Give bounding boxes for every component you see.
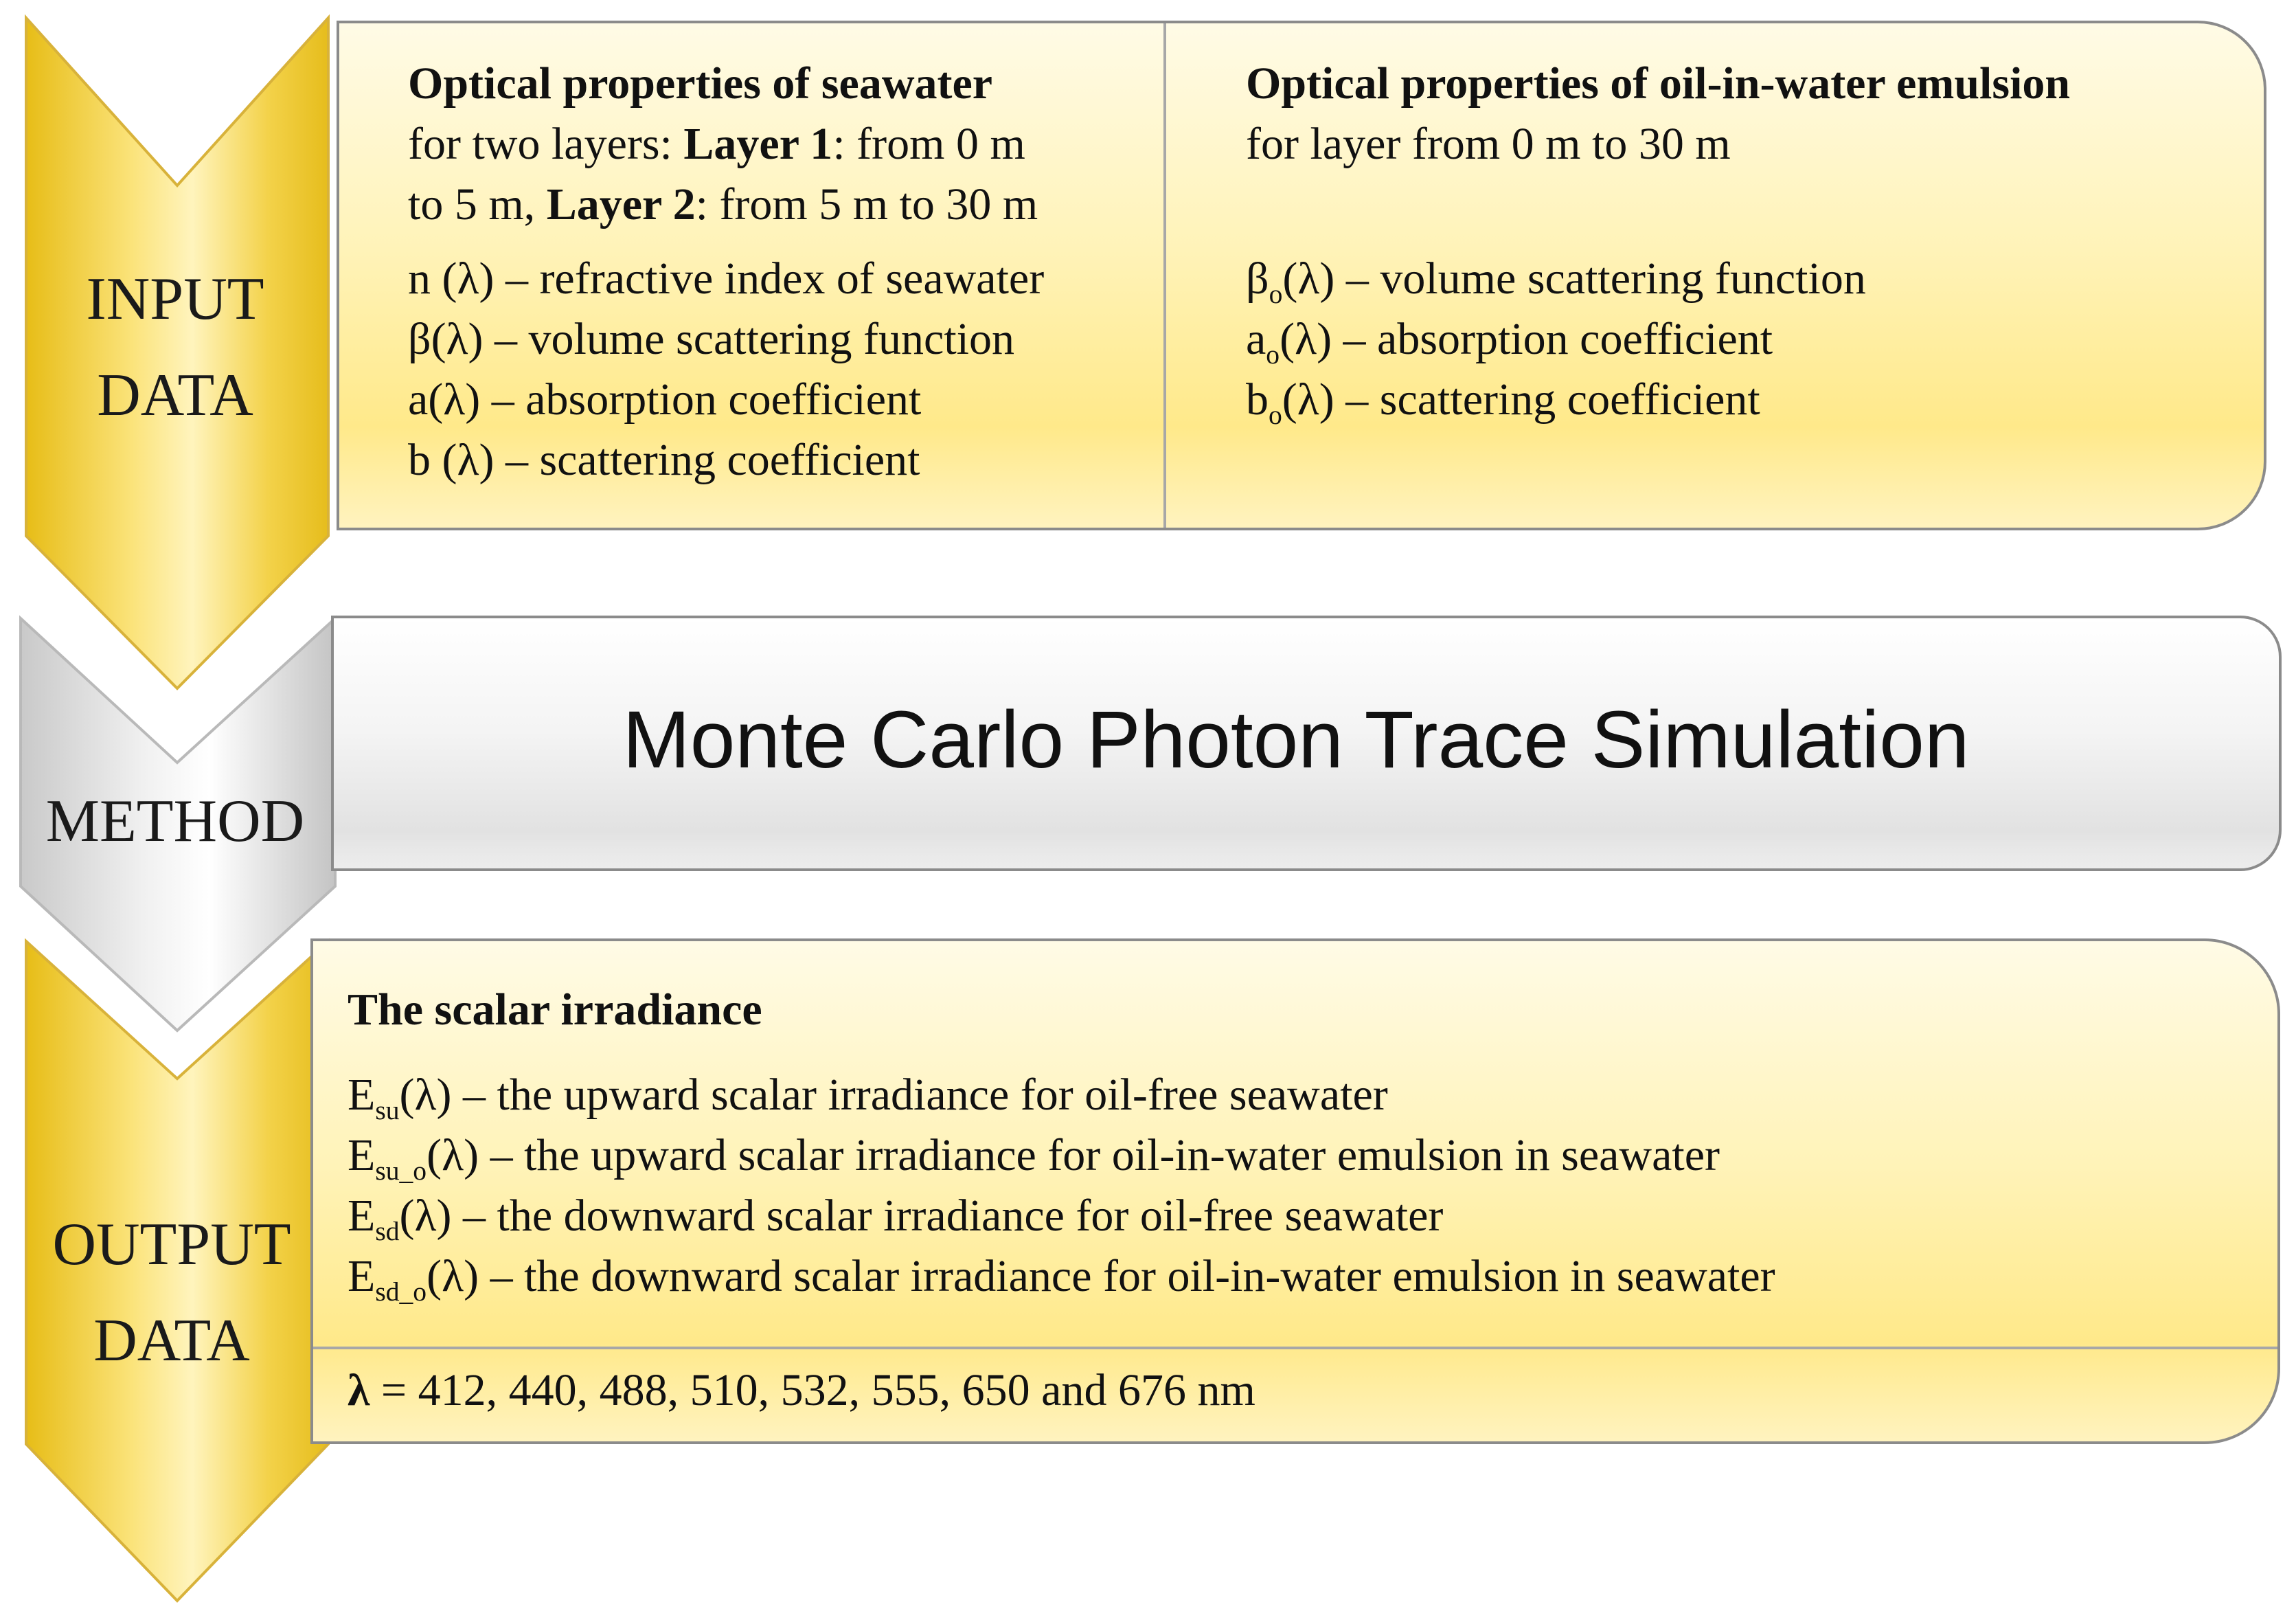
list-item: $b_o(\lambda)$ – scattering coefficient (1246, 374, 1760, 430)
list-item: $E_{su}(\lambda)$ – the upward scalar irradiance for oil-free seawater (348, 1070, 1388, 1125)
oil-intro: for layer from 0 m to 30 m (1246, 119, 1731, 169)
list-item: b (λ) – scattering coefficient (408, 435, 920, 485)
wavelength-values: = 412, 440, 488, 510, 532, 555, 650 and 676 nm (370, 1365, 1255, 1415)
seawater-intro: for two layers: Layer 1: from 0 m to 5 m, Layer 2: from 5 m to 30 m (408, 119, 1038, 229)
method-title: Monte Carlo Photon Trace Simulation (622, 695, 1970, 785)
list-item: $E_{sd}(\lambda)$ – the downward scalar irradiance for oil-free seawater (348, 1191, 1444, 1246)
input-data-box (337, 21, 2266, 530)
list-item: $\beta_o(\lambda)$ – volume scattering function (1246, 254, 1866, 309)
seawater-column (408, 54, 1150, 491)
list-item: $a_o(\lambda)$ – absorption coefficient (1246, 314, 1773, 370)
output-label-line2: DATA (93, 1307, 250, 1374)
oil-property-list (1246, 249, 2249, 430)
oil-heading: Optical properties of oil-in-water emulsion (1246, 58, 2071, 109)
output-irradiance-list (348, 1065, 2243, 1307)
method-label-line1: METHOD (45, 788, 305, 855)
lambda-symbol: λ (348, 1365, 370, 1415)
seawater-heading: Optical properties of seawater (408, 58, 993, 109)
output-divider (313, 1347, 2277, 1349)
input-column-divider (1163, 23, 1166, 528)
input-label-line2: DATA (97, 362, 253, 429)
output-heading: The scalar irradiance (348, 984, 762, 1035)
output-stage-label (14, 1197, 330, 1389)
list-item: n (λ) – refractive index of seawater (408, 254, 1045, 304)
output-label-line1: OUTPUT (52, 1211, 291, 1278)
list-item: β(λ) – volume scattering function (408, 314, 1015, 364)
output-column (348, 980, 2243, 1307)
method-stage-label (21, 774, 330, 870)
method-box (331, 616, 2282, 871)
list-item: a(λ) – absorption coefficient (408, 374, 922, 425)
list-item: $E_{sd\_o}(\lambda)$ – the downward scalar irradiance for oil-in-water emulsion in seawater (348, 1251, 1775, 1307)
input-label-line1: INPUT (86, 266, 264, 333)
output-data-box (310, 938, 2280, 1444)
oil-column (1246, 54, 2249, 430)
list-item: $E_{su\_o}(\lambda)$ – the upward scalar irradiance for oil-in-water emulsion in seawater (348, 1130, 1720, 1186)
wavelength-line (348, 1360, 2202, 1421)
input-stage-label (21, 251, 330, 444)
seawater-property-list (408, 249, 1150, 491)
